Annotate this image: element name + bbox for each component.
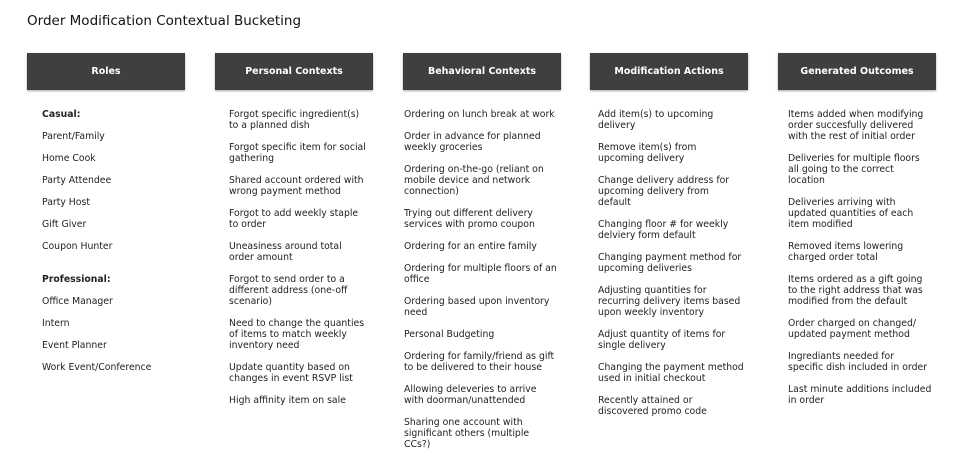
modification-actions-column	[590, 53, 748, 428]
role-item: Work Event/Conference	[42, 362, 152, 373]
behavioral-context-item: Trying out different delivery services with promo coupon	[404, 208, 535, 230]
personal-context-item: Forgot to add weekly staple to order	[229, 208, 359, 230]
behavioral-contexts-list	[403, 109, 561, 450]
casual-roles	[42, 131, 181, 252]
page-title: Order Modification Contextual Bucketing	[27, 13, 302, 29]
generated-outcome-item: Last minute additions included in order	[788, 384, 932, 406]
role-item: Office Manager	[42, 296, 113, 307]
role-group-gap	[42, 263, 181, 274]
modification-action-item: Remove item(s) from upcoming delivery	[598, 142, 697, 164]
personal-context-item: Forgot to send order to a different address (one-off scenario)	[229, 274, 348, 307]
professional-roles	[42, 296, 181, 373]
behavioral-context-item: Allowing deleveries to arrive with doorman/unattended	[404, 384, 537, 406]
generated-outcome-item: Order charged on changed/ updated payment method	[788, 318, 916, 340]
personal-context-item: Uneasiness around total order amount	[229, 241, 342, 263]
role-item: Event Planner	[42, 340, 107, 351]
personal-context-item: Shared account ordered with wrong payment method	[229, 175, 364, 197]
role-item: Party Attendee	[42, 175, 112, 186]
personal-context-item: High affinity item on sale	[229, 395, 346, 406]
behavioral-context-item: Ordering for multiple floors of an office	[404, 263, 557, 285]
behavioral-context-item: Ordering on-the-go (reliant on mobile device and network connection)	[404, 164, 544, 197]
personal-context-item: Forgot specific item for social gathering	[229, 142, 366, 164]
behavioral-context-item: Order in advance for planned weekly groceries	[404, 131, 541, 153]
role-item: Home Cook	[42, 153, 96, 164]
generated-outcomes-header: Generated Outcomes	[778, 53, 936, 90]
modification-actions-list	[590, 109, 748, 417]
generated-outcomes-column	[778, 53, 936, 417]
modification-action-item: Changing floor # for weekly delviery form default	[598, 219, 729, 241]
personal-context-item: Need to change the quanties of items to match weekly inventory need	[229, 318, 365, 351]
modification-actions-header: Modification Actions	[590, 53, 748, 90]
generated-outcome-item: Ingrediants needed for specific dish included in order	[788, 351, 928, 373]
personal-context-item: Update quantity based on changes in event RSVP list	[229, 362, 353, 384]
modification-action-item: Changing payment method for upcoming deliveries	[598, 252, 742, 274]
roles-column	[27, 53, 185, 384]
role-item: Gift Giver	[42, 219, 87, 230]
modification-action-item: Adjust quantity of items for single delivery	[598, 329, 726, 351]
professional-heading: Professional:	[42, 274, 111, 285]
personal-contexts-list	[215, 109, 373, 406]
modification-action-item: Add item(s) to upcoming delivery	[598, 109, 714, 131]
role-item: Party Host	[42, 197, 90, 208]
role-item: Intern	[42, 318, 70, 329]
modification-action-item: Recently attained or discovered promo code	[598, 395, 707, 417]
behavioral-context-item: Ordering based upon inventory need	[404, 296, 550, 318]
behavioral-contexts-header: Behavioral Contexts	[403, 53, 561, 90]
generated-outcome-item: Deliveries arriving with updated quantities of each item modified	[788, 197, 914, 230]
role-item: Coupon Hunter	[42, 241, 113, 252]
behavioral-context-item: Personal Budgeting	[404, 329, 495, 340]
behavioral-context-item: Ordering for family/friend as gift to be delivered to their house	[404, 351, 555, 373]
generated-outcome-item: Items added when modifying order succesfully delivered with the rest of initial order	[788, 109, 924, 142]
generated-outcomes-list	[778, 109, 936, 406]
behavioral-context-item: Sharing one account with significant others (multiple CCs?)	[404, 417, 530, 450]
casual-heading: Casual:	[42, 109, 81, 120]
roles-header: Roles	[27, 53, 185, 90]
personal-contexts-column	[215, 53, 373, 417]
modification-action-item: Change delivery address for upcoming delivery from default	[598, 175, 730, 208]
behavioral-context-item: Ordering on lunch break at work	[404, 109, 555, 120]
generated-outcome-item: Deliveries for multiple floors all going to the correct location	[788, 153, 920, 186]
modification-action-item: Changing the payment method used in initial checkout	[598, 362, 744, 384]
generated-outcome-item: Items ordered as a gift going to the right address that was modified from the default	[788, 274, 923, 307]
roles-list	[27, 109, 185, 373]
generated-outcome-item: Removed items lowering charged order total	[788, 241, 904, 263]
behavioral-contexts-column	[403, 53, 561, 461]
personal-context-item: Forgot specific ingredient(s) to a planned dish	[229, 109, 360, 131]
role-item: Parent/Family	[42, 131, 105, 142]
modification-action-item: Adjusting quantities for recurring delivery items based upon weekly inventory	[598, 285, 741, 318]
personal-contexts-header: Personal Contexts	[215, 53, 373, 90]
behavioral-context-item: Ordering for an entire family	[404, 241, 537, 252]
